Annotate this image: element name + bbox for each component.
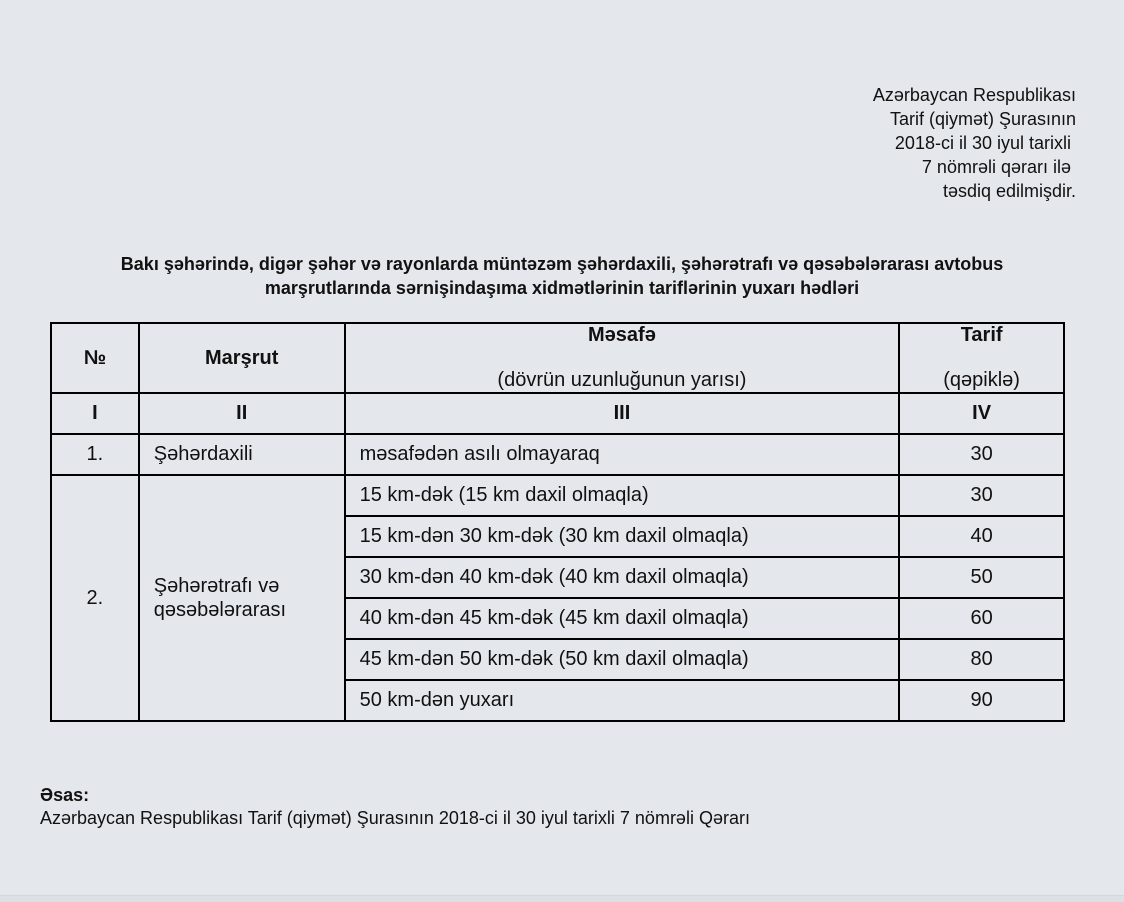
tariff-table (50, 322, 1065, 722)
header-distance-subtitle: (dövrün uzunluğunun yarısı) (497, 369, 747, 391)
table-row (51, 475, 1064, 516)
approval-line: 2018-ci il 30 iyul tarixli (894, 133, 1076, 153)
tariff-cell: 30 (899, 475, 1064, 516)
title-line-2: marşrutlarında sərnişindaşıma xidmətlərinin tariflərinin yuxarı hədləri (264, 278, 860, 298)
tariff-cell: 60 (899, 598, 1064, 639)
header-no: № (51, 323, 139, 393)
header-tariff-title: Tarif (960, 324, 1003, 346)
header-route: Marşrut (139, 323, 345, 393)
approval-line: təsdiq edilmişdir. (942, 181, 1076, 201)
distance-cell: 15 km-dək (15 km daxil olmaqla) (345, 475, 900, 516)
basis-text: Azərbaycan Respublikası Tarif (qiymət) Şurasının 2018-ci il 30 iyul tarixli 7 nömrəli Qərarı (40, 808, 750, 828)
route-name: Şəhərdaxili (139, 434, 345, 475)
route-name (139, 475, 345, 721)
header-distance (345, 323, 900, 393)
numeral-ii: II (139, 393, 345, 434)
table-header-row (51, 323, 1064, 393)
basis-label: Əsas: (40, 785, 90, 805)
title-line-1: Bakı şəhərində, digər şəhər və rayonlarda müntəzəm şəhərdaxili, şəhərətrafı və qəsəbələrarası avtobus (120, 254, 1004, 274)
approval-line: 7 nömrəli qərarı ilə (921, 157, 1076, 177)
numeral-iv: IV (899, 393, 1064, 434)
approval-line: Tarif (qiymət) Şurasının (889, 109, 1076, 129)
row-number: 1. (51, 434, 139, 475)
approval-line: Azərbaycan Respublikası (872, 85, 1076, 105)
header-tariff-subtitle: (qəpiklə) (943, 369, 1020, 391)
tariff-cell: 30 (899, 434, 1064, 475)
row-number: 2. (51, 475, 139, 721)
document-title (30, 252, 1094, 300)
distance-cell: 45 km-dən 50 km-dək (50 km daxil olmaqla) (345, 639, 900, 680)
numeral-i: I (51, 393, 139, 434)
route-name-line-1: Şəhərətrafı və (153, 575, 280, 597)
header-distance-title: Məsafə (588, 324, 656, 346)
distance-cell: məsafədən asılı olmayaraq (345, 434, 900, 475)
tariff-cell: 90 (899, 680, 1064, 721)
approval-note (873, 83, 1076, 203)
header-tariff (899, 323, 1064, 393)
distance-cell: 40 km-dən 45 km-dək (45 km daxil olmaqla) (345, 598, 900, 639)
column-numeral-row (51, 393, 1064, 434)
tariff-cell: 80 (899, 639, 1064, 680)
distance-cell: 15 km-dən 30 km-dək (30 km daxil olmaqla) (345, 516, 900, 557)
distance-cell: 50 km-dən yuxarı (345, 680, 900, 721)
route-name-line-2: qəsəbələrarası (153, 599, 287, 621)
tariff-cell: 50 (899, 557, 1064, 598)
numeral-iii: III (345, 393, 900, 434)
distance-cell: 30 km-dən 40 km-dək (40 km daxil olmaqla) (345, 557, 900, 598)
tariff-cell: 40 (899, 516, 1064, 557)
table-row (51, 434, 1064, 475)
